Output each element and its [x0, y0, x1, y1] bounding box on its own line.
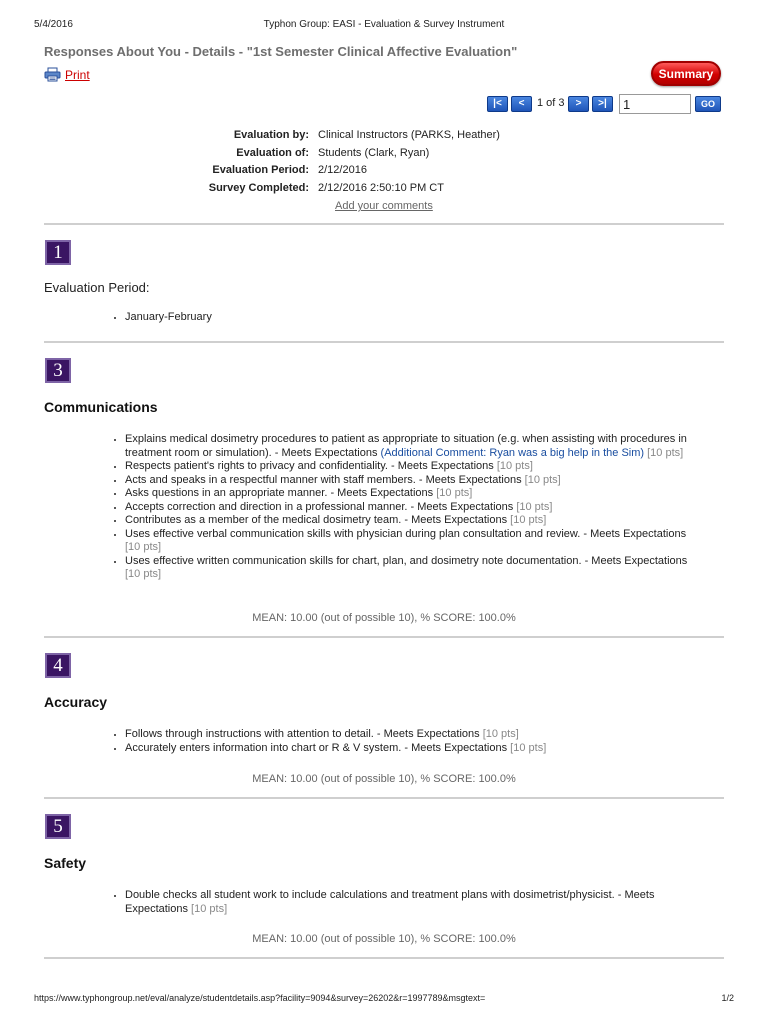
- page-title: Responses About You - Details - "1st Semester Clinical Affective Evaluation": [44, 44, 518, 59]
- section-heading: Safety: [44, 855, 87, 871]
- points-badge: [10 pts]: [191, 902, 228, 915]
- question-number-badge: 5: [45, 814, 71, 839]
- section-mean-score: MEAN: 10.00 (out of possible 10), % SCORE: 100.0%: [252, 933, 516, 945]
- survey-completed-row: [150, 182, 590, 200]
- response-text: Asks questions in an appropriate manner. - Meets Expectations: [125, 487, 434, 499]
- response-list: [112, 311, 703, 325]
- survey-completed-value: 2/12/2016 2:50:10 PM CT: [318, 181, 444, 194]
- evaluation-period-label: Evaluation Period:: [212, 164, 309, 176]
- print-link[interactable]: [44, 67, 90, 82]
- points-badge: [10 pts]: [125, 541, 162, 553]
- section-heading: Communications: [44, 399, 158, 415]
- first-page-button[interactable]: |<: [487, 96, 508, 112]
- evaluation-by-row: [150, 129, 590, 147]
- go-button[interactable]: GO: [695, 96, 721, 112]
- evaluation-by-label: Evaluation by:: [233, 129, 309, 141]
- additional-comment: (Additional Comment: Ryan was a big help in the Sim): [380, 446, 645, 459]
- add-comments-link[interactable]: Add your comments: [335, 200, 433, 212]
- evaluation-by-value: Clinical Instructors (PARKS, Heather): [318, 129, 500, 141]
- print-link-label: Print: [65, 67, 90, 82]
- evaluation-of-label: Evaluation of:: [236, 146, 309, 159]
- points-badge: [10 pts]: [496, 460, 533, 472]
- question-number-badge: 1: [45, 240, 71, 265]
- last-page-button[interactable]: >|: [592, 96, 613, 112]
- response-text: Double checks all student work to include calculations and treatment plans with dosimetrist/physicist. - Meets Expectations: [125, 889, 655, 915]
- list-item: [125, 514, 703, 528]
- divider: [44, 957, 724, 959]
- list-item: [125, 555, 703, 582]
- points-badge: [10 pts]: [647, 446, 684, 459]
- points-badge: [10 pts]: [436, 487, 473, 499]
- divider: [44, 223, 724, 225]
- section-mean-score: MEAN: 10.00 (out of possible 10), % SCORE: 100.0%: [252, 612, 516, 624]
- list-item: [125, 460, 703, 474]
- page-number: 1/2: [721, 993, 734, 1003]
- list-item: [125, 889, 703, 916]
- response-list: [112, 433, 703, 582]
- points-badge: [10 pts]: [510, 741, 547, 754]
- divider: [44, 636, 724, 638]
- points-badge: [10 pts]: [125, 568, 162, 580]
- question-number-badge: 3: [45, 358, 71, 383]
- response-text: Uses effective verbal communication skills with physician during plan consultation and review. - Meets Expectations: [125, 527, 687, 540]
- survey-completed-label: Survey Completed:: [208, 181, 309, 194]
- response-text: Contributes as a member of the medical dosimetry team. - Meets Expectations: [125, 514, 508, 526]
- list-item: [125, 528, 703, 555]
- evaluation-of-value: Students (Clark, Ryan): [318, 146, 430, 159]
- summary-button[interactable]: Summary: [651, 61, 721, 86]
- question-number-badge: 4: [45, 653, 71, 678]
- list-item: [125, 742, 703, 756]
- evaluation-period-row: [150, 164, 590, 182]
- response-text: Follows through instructions with attention to detail. - Meets Expectations: [125, 728, 480, 740]
- response-text: Accepts correction and direction in a professional manner. - Meets Expectations: [125, 500, 514, 513]
- list-item: [125, 487, 703, 501]
- points-badge: [10 pts]: [516, 500, 553, 513]
- response-text: Acts and speaks in a respectful manner with staff members. - Meets Expectations: [125, 473, 522, 486]
- response-text: Respects patient's rights to privacy and confidentiality. - Meets Expectations: [125, 460, 494, 472]
- evaluation-info: [150, 129, 590, 199]
- points-badge: [10 pts]: [524, 473, 561, 486]
- evaluation-of-row: [150, 147, 590, 165]
- page-url: https://www.typhongroup.net/eval/analyze/studentdetails.asp?facility=9094&survey=26202&r=1997789&msgtext=: [34, 993, 486, 1003]
- next-page-button[interactable]: >: [568, 96, 589, 112]
- print-page-title: Typhon Group: EASI - Evaluation & Survey Instrument: [263, 19, 505, 30]
- response-text: Accurately enters information into chart or R & V system. - Meets Expectations: [125, 741, 508, 754]
- list-item: [125, 311, 703, 325]
- print-header: [34, 16, 734, 32]
- list-item: [125, 501, 703, 515]
- section-mean-score: MEAN: 10.00 (out of possible 10), % SCORE: 100.0%: [252, 773, 516, 785]
- page-number-input[interactable]: [619, 94, 691, 114]
- section-heading: Accuracy: [44, 694, 108, 710]
- response-list: [112, 889, 703, 916]
- points-badge: [10 pts]: [482, 728, 519, 740]
- printer-icon: [44, 67, 61, 82]
- list-item: [125, 433, 703, 460]
- list-item: [125, 728, 703, 742]
- evaluation-period-value: 2/12/2016: [318, 164, 367, 176]
- page-count: 1 of 3: [537, 97, 565, 109]
- response-list: [112, 728, 703, 755]
- print-date: 5/4/2016: [34, 19, 73, 30]
- response-text: Uses effective written communication skills for chart, plan, and dosimetry note documentation. - Meets Expectations: [125, 554, 688, 567]
- divider: [44, 797, 724, 799]
- previous-page-button[interactable]: <: [511, 96, 532, 112]
- section-heading: Evaluation Period:: [44, 280, 150, 295]
- list-item: [125, 474, 703, 488]
- divider: [44, 341, 724, 343]
- response-text: Explains medical dosimetry procedures to patient as appropriate to situation (e.g. when assisting with procedures in treatment room or simulation). - Meets Expectations: [125, 433, 687, 459]
- points-badge: [10 pts]: [510, 514, 547, 526]
- response-text: January-February: [125, 311, 212, 323]
